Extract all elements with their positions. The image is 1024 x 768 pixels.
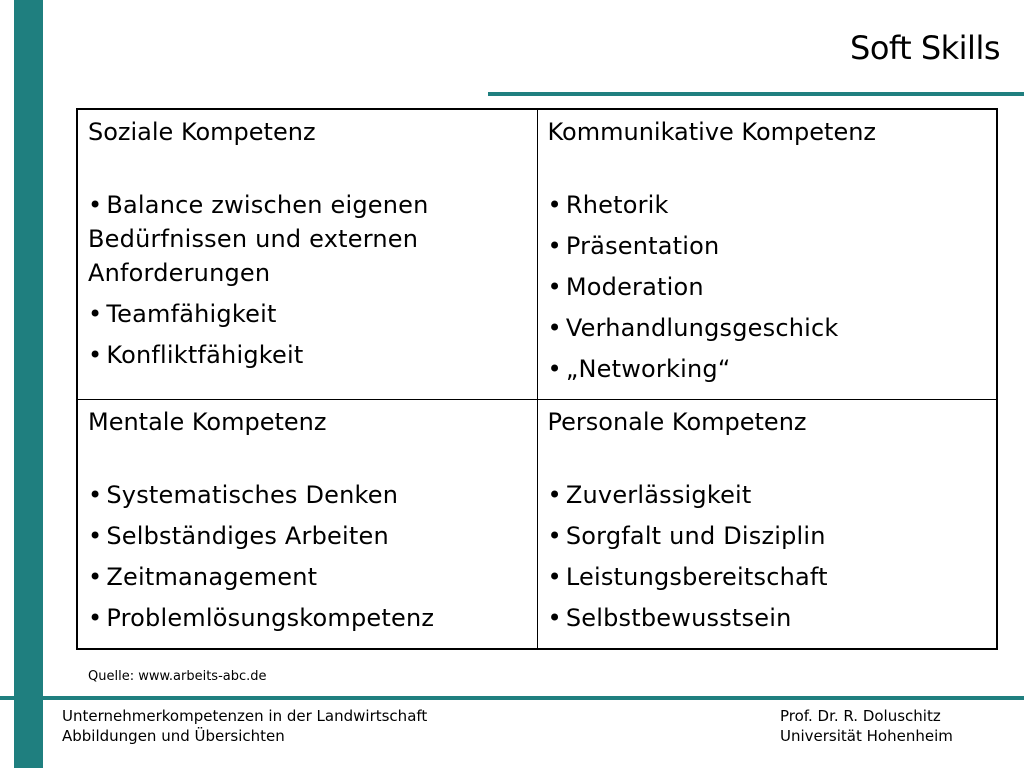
list-item-text: „Networking“ [565, 355, 731, 383]
cell-title: Mentale Kompetenz [88, 408, 327, 437]
list-item-text: Rhetorik [565, 191, 669, 219]
list-item [88, 478, 527, 512]
list-item-text: Systematisches Denken [106, 481, 399, 510]
list-item [548, 270, 987, 304]
competence-table [76, 108, 998, 650]
slide-title: Soft Skills [850, 29, 1000, 67]
bullet-icon: • [547, 314, 562, 342]
list-item [88, 188, 527, 290]
cell-mentale-kompetenz [77, 400, 537, 649]
list-item-text: Problemlösungskompetenz [106, 604, 435, 633]
list-item-text: Konfliktfähigkeit [106, 341, 304, 369]
footer-institution: Universität Hohenheim [780, 727, 953, 745]
bullet-icon: • [547, 191, 562, 219]
left-accent-bar [14, 0, 43, 768]
cell-title: Soziale Kompetenz [88, 118, 316, 146]
cell-title: Personale Kompetenz [547, 408, 807, 437]
cell-personale-kompetenz [537, 400, 997, 649]
bullet-icon: • [88, 563, 103, 592]
bullet-icon: • [547, 604, 562, 633]
item-list [548, 188, 987, 386]
title-underline-rule [488, 92, 1024, 96]
list-item-text: Selbständiges Arbeiten [106, 522, 389, 551]
cell-kommunikative-kompetenz [537, 109, 997, 400]
footer-left [62, 706, 427, 746]
list-item [548, 311, 987, 345]
list-item [88, 601, 527, 635]
list-item-text: Moderation [565, 273, 704, 301]
footer-course-subtitle: Abbildungen und Übersichten [62, 727, 285, 745]
bullet-icon: • [88, 522, 103, 551]
bullet-icon: • [88, 481, 103, 510]
cell-title: Kommunikative Kompetenz [547, 118, 877, 146]
list-item-text: Teamfähigkeit [106, 300, 277, 328]
bullet-icon: • [88, 191, 103, 219]
list-item [88, 519, 527, 553]
list-item [88, 338, 527, 372]
list-item [88, 560, 527, 594]
list-item [548, 560, 987, 594]
list-item-text: Selbstbewusstsein [565, 604, 792, 633]
list-item-text: Verhandlungsgeschick [565, 314, 839, 342]
item-list [88, 188, 527, 372]
list-item-text: Präsentation [565, 232, 720, 260]
list-item [548, 229, 987, 263]
footer-author: Prof. Dr. R. Doluschitz [780, 707, 941, 725]
list-item [548, 601, 987, 635]
list-item [548, 519, 987, 553]
list-item-text: Leistungsbereitschaft [565, 563, 828, 592]
bullet-icon: • [547, 522, 562, 551]
item-list [88, 478, 527, 635]
bullet-icon: • [88, 300, 103, 328]
bullet-icon: • [547, 273, 562, 301]
source-note: Quelle: www.arbeits-abc.de [88, 669, 267, 684]
item-list [548, 478, 987, 635]
table-row [77, 400, 997, 649]
list-item [548, 478, 987, 512]
footer-course-title: Unternehmerkompetenzen in der Landwirtschaft [62, 707, 428, 725]
cell-soziale-kompetenz [77, 109, 537, 400]
footer-right [780, 706, 953, 746]
bullet-icon: • [547, 563, 562, 592]
bullet-icon: • [547, 355, 562, 383]
list-item-text: Zeitmanagement [106, 563, 318, 592]
list-item-text: Balance zwischen eigenen Bedürfnissen und externen Anforderungen [88, 191, 429, 287]
bullet-icon: • [88, 341, 103, 369]
table-row [77, 109, 997, 400]
bullet-icon: • [88, 604, 103, 633]
bullet-icon: • [547, 232, 562, 260]
list-item [548, 352, 987, 386]
footer-rule [0, 696, 1024, 700]
bullet-icon: • [547, 481, 562, 510]
list-item-text: Zuverlässigkeit [565, 481, 752, 510]
list-item [548, 188, 987, 222]
list-item-text: Sorgfalt und Disziplin [565, 522, 826, 551]
list-item [88, 297, 527, 331]
